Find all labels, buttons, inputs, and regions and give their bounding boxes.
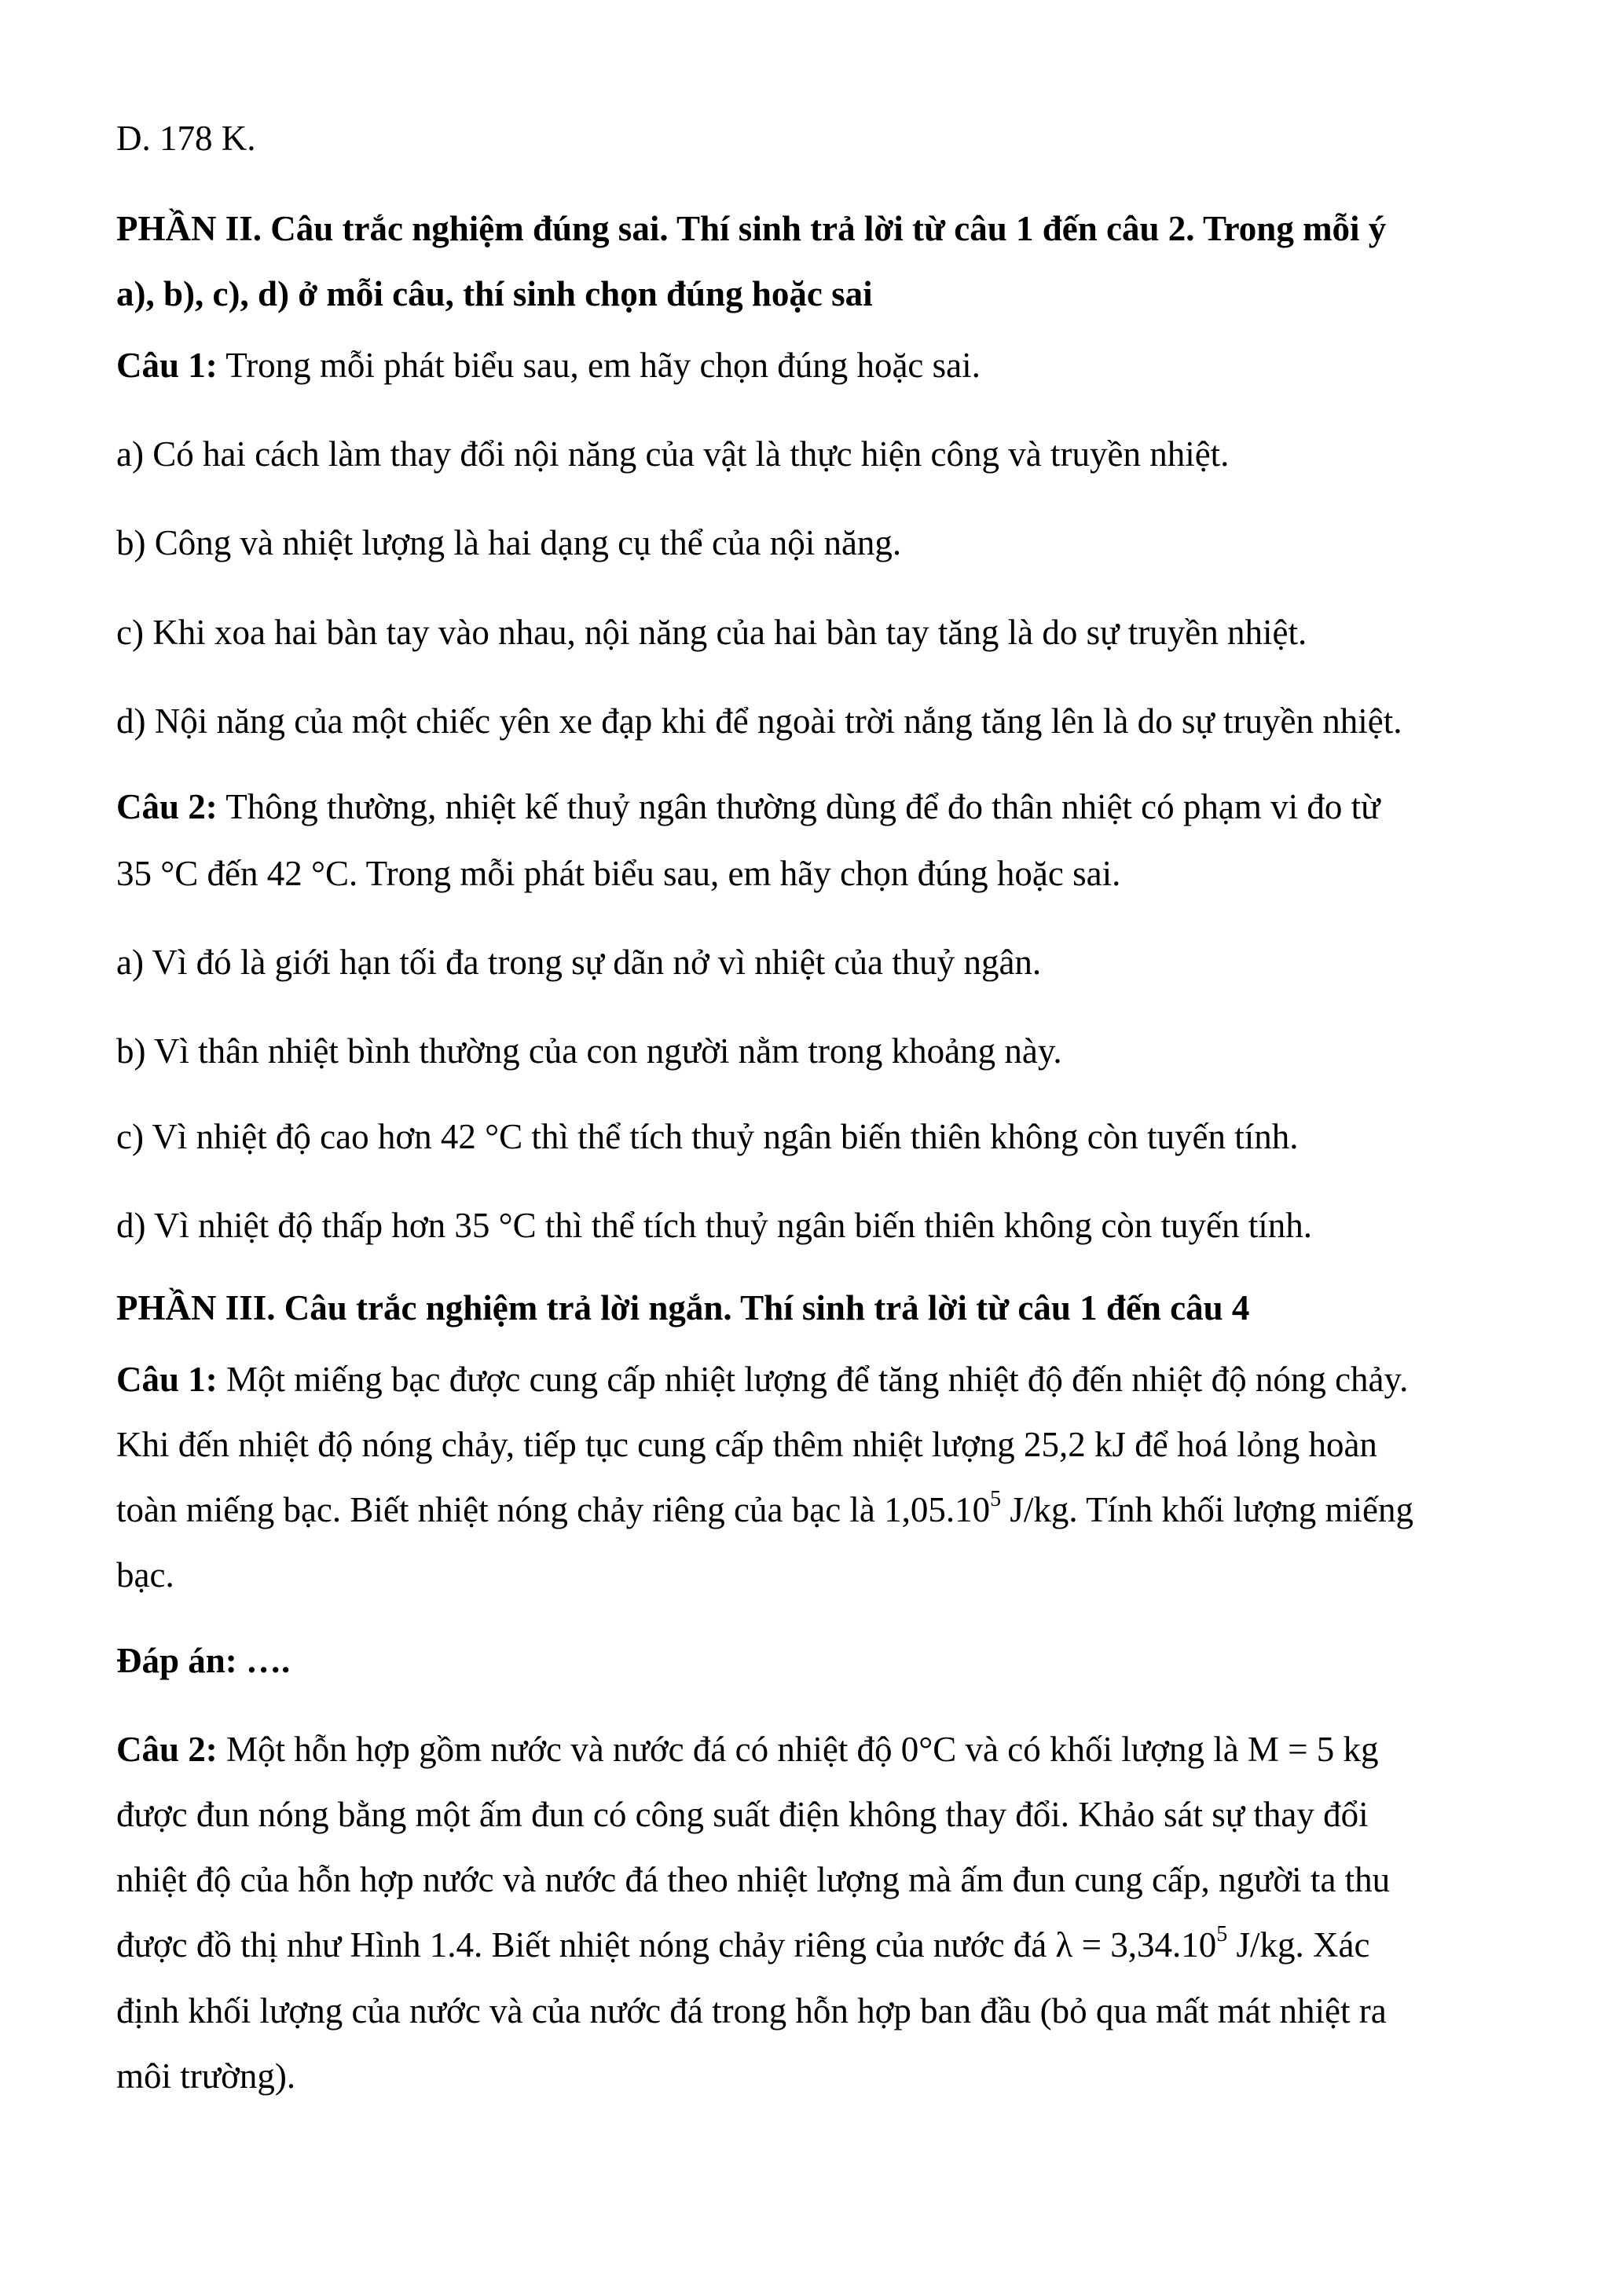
part2-q1-option-b: b) Công và nhiệt lượng là hai dạng cụ thể của nội năng.	[116, 523, 902, 562]
part2-q2-stem-line2: 35 °C đến 42 °C. Trong mỗi phát biểu sau, em hãy chọn đúng hoặc sai.	[116, 854, 1121, 893]
part3-q1-line1	[116, 1362, 1408, 1397]
question-text: Trong mỗi phát biểu sau, em hãy chọn đúng hoặc sai.	[217, 346, 981, 385]
part2-heading-line1: PHẦN II. Câu trắc nghiệm đúng sai. Thí sinh trả lời từ câu 1 đến câu 2. Trong mỗi ý	[116, 209, 1387, 248]
question-text: toàn miếng bạc. Biết nhiệt nóng chảy riêng của bạc là 1,05.10	[116, 1490, 991, 1529]
part3-q1-answer: Đáp án: ….	[116, 1641, 291, 1680]
part2-q2-option-a: a) Vì đó là giới hạn tối đa trong sự dãn nở vì nhiệt của thuỷ ngân.	[116, 943, 1042, 982]
part3-q1-line4: bạc.	[116, 1555, 174, 1595]
part3-q2-line5: định khối lượng của nước và của nước đá trong hỗn hợp ban đầu (bỏ qua mất mát nhiệt ra	[116, 1991, 1387, 2031]
question-text: Thông thường, nhiệt kế thuỷ ngân thường dùng để đo thân nhiệt có phạm vi đo từ	[217, 787, 1380, 826]
part2-q2-option-d: d) Vì nhiệt độ thấp hơn 35 °C thì thể tích thuỷ ngân biến thiên không còn tuyến tính.	[116, 1206, 1313, 1245]
part2-q2-stem-line1	[116, 789, 1380, 825]
top-option: D. 178 K.	[116, 119, 256, 158]
part2-q1-option-d: d) Nội năng của một chiếc yên xe đạp khi để ngoài trời nắng tăng lên là do sự truyền nhiệt.	[116, 701, 1402, 741]
question-label: Câu 1:	[116, 346, 218, 385]
question-label: Câu 1:	[116, 1360, 218, 1399]
exponent: 5	[1216, 1922, 1228, 1946]
part3-q1-line3	[116, 1487, 1414, 1529]
part3-q2-line2: được đun nóng bằng một ấm đun có công suất điện không thay đổi. Khảo sát sự thay đổi	[116, 1795, 1369, 1834]
question-label: Câu 2:	[116, 1730, 218, 1769]
part2-q2-option-b: b) Vì thân nhiệt bình thường của con người nằm trong khoảng này.	[116, 1031, 1062, 1071]
part3-q2-line3: nhiệt độ của hỗn hợp nước và nước đá theo nhiệt lượng mà ấm đun cung cấp, người ta thu	[116, 1860, 1391, 1899]
part2-q1-option-c: c) Khi xoa hai bàn tay vào nhau, nội năng của hai bàn tay tăng là do sự truyền nhiệt.	[116, 613, 1307, 652]
exponent: 5	[990, 1487, 1002, 1511]
question-text: được đồ thị như Hình 1.4. Biết nhiệt nóng chảy riêng của nước đá λ = 3,34.10	[116, 1925, 1217, 1965]
part2-q2-option-c: c) Vì nhiệt độ cao hơn 42 °C thì thể tích thuỷ ngân biến thiên không còn tuyến tính.	[116, 1117, 1299, 1156]
part2-q1-stem	[116, 348, 981, 383]
part2-q1-option-a: a) Có hai cách làm thay đổi nội năng của vật là thực hiện công và truyền nhiệt.	[116, 434, 1230, 474]
part3-q2-line4	[116, 1922, 1370, 1965]
question-text: Một hỗn hợp gồm nước và nước đá có nhiệt độ 0°C và có khối lượng là M = 5 kg	[217, 1730, 1379, 1769]
part3-q2-line1	[116, 1732, 1379, 1767]
part3-q1-line2: Khi đến nhiệt độ nóng chảy, tiếp tục cung cấp thêm nhiệt lượng 25,2 kJ để hoá lỏng hoàn	[116, 1425, 1377, 1464]
part3-q2-line6: môi trường).	[116, 2056, 296, 2096]
question-label: Câu 2:	[116, 787, 218, 826]
question-text: J/kg. Xác	[1227, 1925, 1370, 1965]
question-text: J/kg. Tính khối lượng miếng	[1001, 1490, 1414, 1529]
question-text: Một miếng bạc được cung cấp nhiệt lượng để tăng nhiệt độ đến nhiệt độ nóng chảy.	[217, 1360, 1409, 1399]
part3-heading: PHẦN III. Câu trắc nghiệm trả lời ngắn. Thí sinh trả lời từ câu 1 đến câu 4	[116, 1288, 1250, 1327]
part2-heading-line2: a), b), c), d) ở mỗi câu, thí sinh chọn đúng hoặc sai	[116, 274, 873, 313]
